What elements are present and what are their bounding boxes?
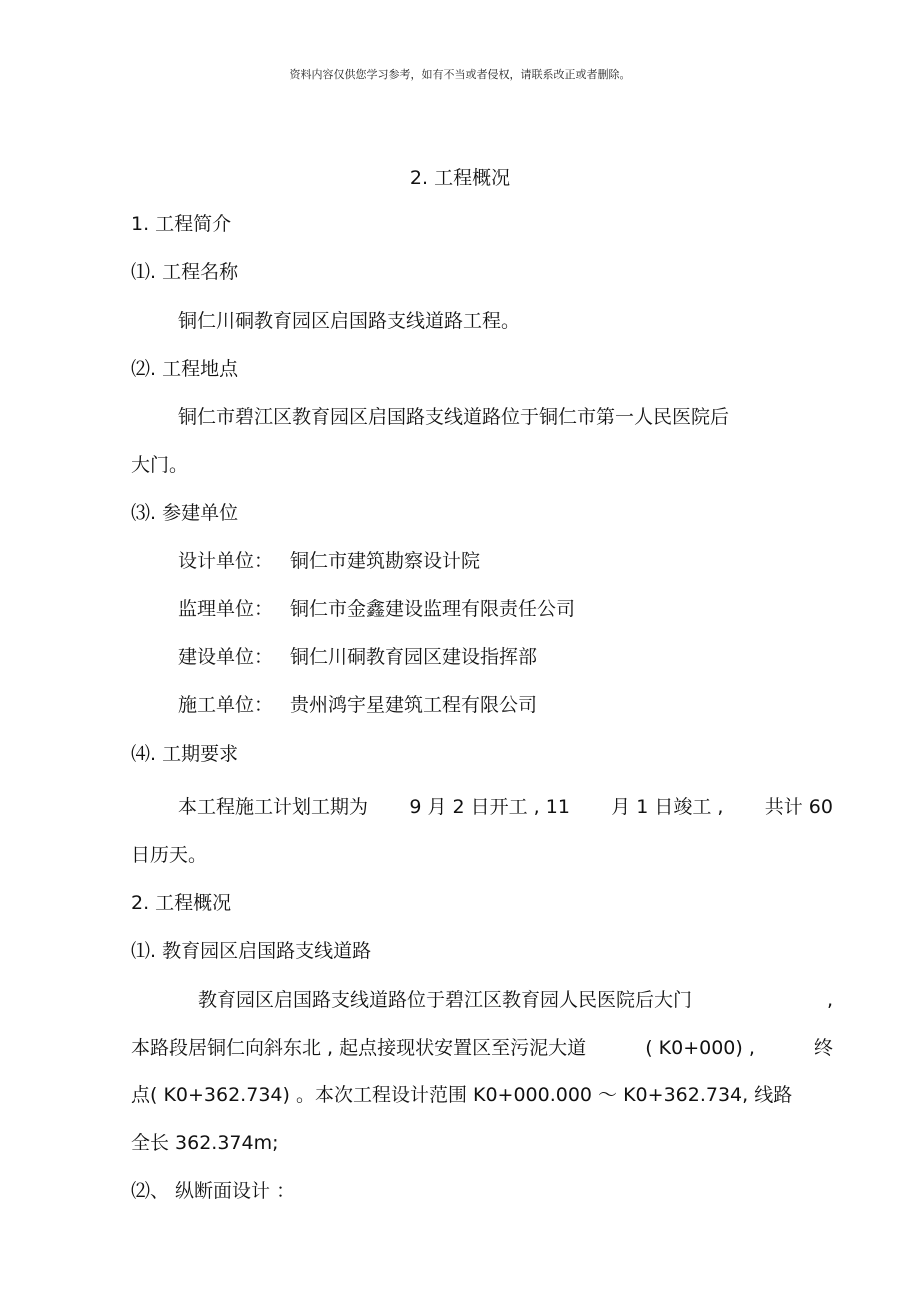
schedule-part: 本工程施工计划工期为	[178, 796, 369, 818]
schedule-line2: 日历天。	[131, 844, 208, 866]
road-desc-part: 本路段居铜仁向斜东北 , 起点接现状安置区至污泥大道	[131, 1037, 587, 1059]
unit-row-contractor	[178, 693, 537, 717]
road-desc-line1	[198, 988, 833, 1012]
heading-schedule: ⑷. 工期要求	[131, 743, 239, 765]
unit-label: 监理单位：	[178, 598, 274, 620]
unit-row-supervision	[178, 597, 575, 621]
schedule-line1	[178, 795, 833, 819]
heading-participating-units: ⑶. 参建单位	[131, 502, 239, 524]
heading-project-intro: 1. 工程简介	[131, 213, 232, 235]
unit-value: 铜仁市建筑勘察设计院	[290, 550, 481, 572]
road-desc-part: ,	[826, 989, 833, 1011]
road-desc-part: 教育园区启国路支线道路位于碧江区教育园人民医院后大门	[198, 989, 693, 1011]
road-desc-line3: 点( K0+362.734) 。本次工程设计范围 K0+000.000 ～ K0+362.734, 线路	[131, 1084, 793, 1106]
unit-label: 建设单位：	[178, 646, 274, 668]
project-name-text: 铜仁川硐教育园区启国路支线道路工程。	[178, 310, 521, 332]
unit-value: 贵州鸿宇星建筑工程有限公司	[290, 694, 538, 716]
project-location-line2: 大门。	[131, 454, 189, 476]
unit-row-construction-owner	[178, 645, 537, 669]
unit-label: 设计单位：	[178, 550, 274, 572]
unit-value: 铜仁市金鑫建设监理有限责任公司	[290, 598, 576, 620]
heading-project-name: ⑴. 工程名称	[131, 261, 239, 283]
road-desc-part: ( K0+000) ,	[645, 1037, 755, 1059]
page-header-disclaimer: 资料内容仅供您学习参考，如有不当或者侵权，请联系改正或者删除。	[289, 68, 631, 81]
schedule-part: 9 月 2 日开工 , 11	[409, 796, 570, 818]
schedule-part: 月 1 日竣工 ,	[611, 796, 724, 818]
unit-value: 铜仁川硐教育园区建设指挥部	[290, 646, 538, 668]
unit-label: 施工单位：	[178, 694, 274, 716]
heading-road: ⑴. 教育园区启国路支线道路	[131, 940, 372, 962]
heading-project-location: ⑵. 工程地点	[131, 358, 239, 380]
unit-row-design	[178, 549, 480, 573]
road-desc-line4: 全长 362.374m;	[131, 1132, 279, 1154]
heading-project-overview: 2. 工程概况	[131, 892, 232, 914]
heading-profile-design: ⑵、 纵断面设计 ：	[131, 1180, 296, 1202]
road-desc-line2	[131, 1036, 833, 1060]
schedule-part: 共计 60	[764, 796, 833, 818]
road-desc-part: 终	[813, 1037, 833, 1059]
section-title: 2. 工程概况	[409, 167, 511, 189]
project-location-line1: 铜仁市碧江区教育园区启国路支线道路位于铜仁市第一人民医院后	[178, 406, 730, 428]
